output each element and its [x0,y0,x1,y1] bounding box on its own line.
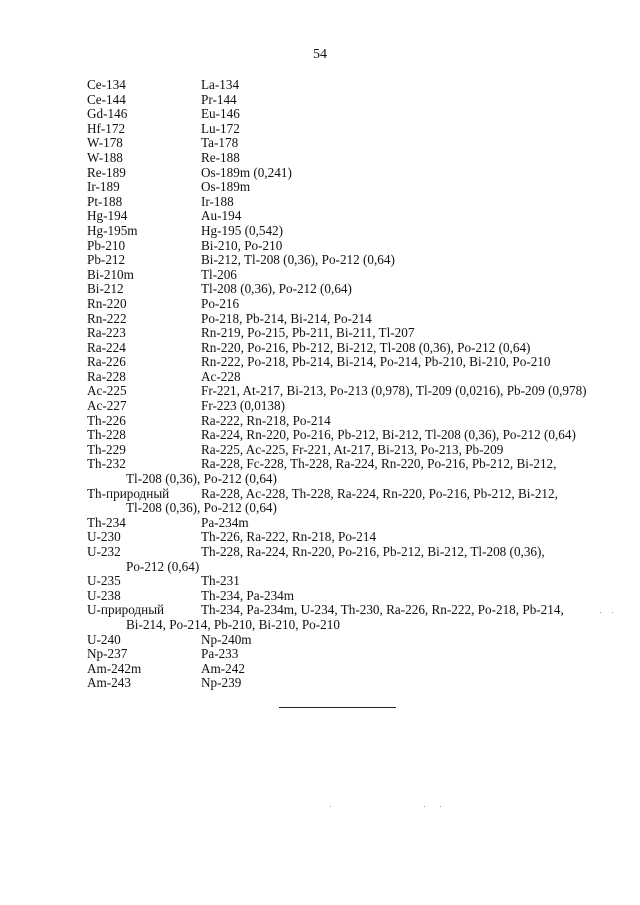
daughter-nuclides: Fr-221, At-217, Bi-213, Po-213 (0,978), Tl-209 (0,0216), Pb-209 (0,978) [201,383,587,399]
table-row [87,443,597,458]
daughter-nuclides-continuation: Bi-214, Po-214, Pb-210, Bi-210, Po-210 [126,616,340,632]
daughter-nuclides: Hg-195 (0,542) [201,222,284,238]
daughter-nuclides: Tl-206 [201,266,237,282]
parent-nuclide: Th-228 [87,427,126,443]
table-row [87,166,597,181]
parent-nuclide: Rn-222 [87,310,127,326]
parent-nuclide: Hf-172 [87,120,126,136]
daughter-nuclides: Eu-146 [201,106,240,122]
page-number: 54 [313,47,327,62]
parent-nuclide: Th-232 [87,456,126,472]
table-row [87,253,597,268]
table-row [87,647,597,662]
parent-nuclide: Ac-227 [87,398,127,414]
parent-nuclide: U-природный [87,602,165,618]
parent-nuclide: U-230 [87,529,121,545]
daughter-nuclides: Re-188 [201,149,240,165]
nuclide-table [87,78,597,691]
daughter-nuclides: Po-218, Pb-214, Bi-214, Po-214 [201,310,372,326]
daughter-nuclides: Ra-224, Rn-220, Po-216, Pb-212, Bi-212, Tl-208 (0,36), Po-212 (0,64) [201,427,576,443]
parent-nuclide: Re-189 [87,164,126,180]
daughter-nuclides-continuation: Tl-208 (0,36), Po-212 (0,64) [126,500,277,516]
daughter-nuclides: Ra-228, Fc-228, Th-228, Ra-224, Rn-220, Po-216, Pb-212, Bi-212, [201,456,557,472]
table-row [87,78,597,93]
parent-nuclide: W-178 [87,135,123,151]
parent-nuclide: Ir-189 [87,179,120,195]
parent-nuclide: Ra-224 [87,339,126,355]
daughter-nuclides: Rn-219, Po-215, Pb-211, Bi-211, Tl-207 [201,325,415,341]
table-row [87,224,597,239]
parent-nuclide: Th-234 [87,514,126,530]
daughter-nuclides: La-134 [201,77,240,92]
table-row [87,122,597,137]
daughter-nuclides: Os-189m [201,179,251,195]
daughter-nuclides: Pr-144 [201,91,237,107]
daughter-nuclides-continuation: Tl-208 (0,36), Po-212 (0,64) [126,471,277,487]
parent-nuclide: Hg-195m [87,222,138,238]
daughter-nuclides: Th-234, Pa-234m [201,587,295,603]
table-row [87,589,597,604]
table-row [87,326,597,341]
table-row [87,195,597,210]
parent-nuclide: Pb-212 [87,252,126,268]
daughter-nuclides: Th-234, Pa-234m, U-234, Th-230, Ra-226, Rn-222, Po-218, Pb-214, [201,602,564,618]
parent-nuclide: Ra-223 [87,325,126,341]
table-row [87,399,597,414]
parent-nuclide: Gd-146 [87,106,128,122]
parent-nuclide: Th-229 [87,441,126,457]
scan-speck [330,806,331,807]
parent-nuclide: U-235 [87,573,121,589]
daughter-nuclides: Rn-222, Po-218, Pb-214, Bi-214, Po-214, Pb-210, Bi-210, Po-210 [201,354,551,370]
parent-nuclide: U-232 [87,544,121,559]
daughter-nuclides: Ra-225, Ac-225, Fr-221, At-217, Bi-213, Po-213, Pb-209 [201,441,504,457]
daughter-nuclides: Os-189m (0,241) [201,164,292,180]
parent-nuclide: Pb-210 [87,237,126,253]
table-row [87,312,597,327]
table-row [87,93,597,108]
table-row [87,151,597,166]
parent-nuclide: W-188 [87,149,123,165]
daughter-nuclides: Ta-178 [201,135,239,151]
table-row [87,136,597,151]
parent-nuclide: Ra-228 [87,368,126,384]
table-row [87,268,597,283]
table-row [87,633,597,648]
daughter-nuclides: Pa-234m [201,514,249,530]
parent-nuclide: Th-226 [87,412,126,428]
daughter-nuclides: Am-242 [201,660,245,676]
table-row [87,662,597,677]
scan-speck [612,612,613,613]
daughter-nuclides: Ra-222, Rn-218, Po-214 [201,412,331,428]
table-row [87,487,597,502]
parent-nuclide: Ce-134 [87,77,126,92]
parent-nuclide: Bi-212 [87,281,124,297]
parent-nuclide: U-238 [87,587,121,603]
table-row [87,355,597,370]
table-row [87,457,597,472]
parent-nuclide: Ac-225 [87,383,127,399]
parent-nuclide: Am-243 [87,675,131,691]
end-rule [279,707,396,708]
table-row [87,239,597,254]
parent-nuclide: Rn-220 [87,295,127,311]
parent-nuclide: Np-237 [87,646,128,662]
scan-speck [424,806,425,807]
table-row [87,530,597,545]
daughter-nuclides: Tl-208 (0,36), Po-212 (0,64) [201,281,352,297]
scan-speck [600,612,601,613]
daughter-nuclides: Po-216 [201,295,240,311]
parent-nuclide: Hg-194 [87,208,128,224]
parent-nuclide: Am-242m [87,660,142,676]
daughter-nuclides: Bi-212, Tl-208 (0,36), Po-212 (0,64) [201,252,395,268]
table-row [87,516,597,531]
daughter-nuclides: Th-228, Ra-224, Rn-220, Po-216, Pb-212, Bi-212, Tl-208 (0,36), [201,544,545,559]
daughter-nuclides: Lu-172 [201,120,240,136]
table-row [87,603,597,618]
daughter-nuclides: Th-226, Ra-222, Rn-218, Po-214 [201,529,377,545]
parent-nuclide: U-240 [87,631,121,647]
table-row [87,282,597,297]
parent-nuclide: Ra-226 [87,354,126,370]
table-row [87,180,597,195]
daughter-nuclides: Bi-210, Po-210 [201,237,283,253]
daughter-nuclides: Au-194 [201,208,242,224]
daughter-nuclides: Pa-233 [201,646,239,662]
daughter-nuclides: Th-231 [201,573,240,589]
scan-speck [440,806,441,807]
parent-nuclide: Th-природный [87,485,170,501]
table-row [87,428,597,443]
daughter-nuclides: Ir-188 [201,193,234,209]
table-row [87,370,597,385]
table-row [87,414,597,429]
daughter-nuclides: Np-240m [201,631,252,647]
daughter-nuclides: Np-239 [201,675,242,691]
daughter-nuclides: Ra-228, Ac-228, Th-228, Ra-224, Rn-220, Po-216, Pb-212, Bi-212, [201,485,558,501]
table-row [87,574,597,589]
parent-nuclide: Pt-188 [87,193,123,209]
table-row [87,545,597,560]
table-row [87,676,597,691]
parent-nuclide: Bi-210m [87,266,134,282]
table-row [87,209,597,224]
table-row [87,297,597,312]
daughter-nuclides: Fr-223 (0,0138) [201,398,285,414]
daughter-nuclides-continuation: Po-212 (0,64) [126,558,200,574]
table-row [87,107,597,122]
table-row [87,384,597,399]
daughter-nuclides: Rn-220, Po-216, Pb-212, Bi-212, Tl-208 (0,36), Po-212 (0,64) [201,339,531,355]
daughter-nuclides: Ac-228 [201,368,241,384]
parent-nuclide: Ce-144 [87,91,126,107]
table-row [87,341,597,356]
